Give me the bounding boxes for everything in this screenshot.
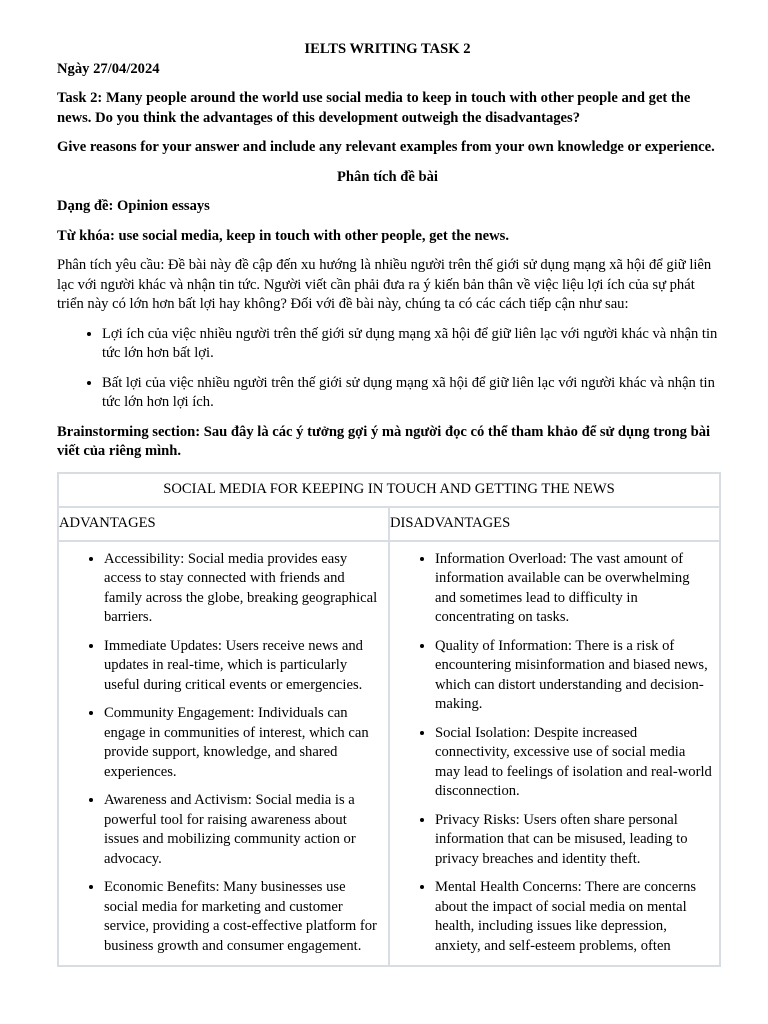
approach-list [57, 325, 718, 413]
brainstorm-intro: Brainstorming section: Sau đây là các ý tưởng gợi ý mà người đọc có thể tham khảo để sử dụng trong bài viết của riêng mình. [57, 423, 711, 459]
list-item: • Community Engagement: Individuals can engage in communities of interest, which can provide support, knowledge, and shared experiences. [104, 704, 382, 782]
document-date: Ngày 27/04/2024 [57, 60, 160, 77]
disadvantages-cell [389, 541, 720, 967]
task-prompt: Task 2: Many people around the world use social media to keep in touch with other people and get the news. Do you think the advantages of this development outweigh the disadvantages? [57, 90, 691, 126]
advantages-header: ADVANTAGES [58, 507, 389, 541]
document-title: IELTS WRITING TASK 2 [304, 41, 471, 57]
list-item: • Economic Benefits: Many businesses use social media for marketing and customer service, providing a cost-effective platform for business growth and consumer engagement. [104, 878, 382, 956]
list-item: • Awareness and Activism: Social media is a powerful tool for raising awareness about issues and mobilizing community action or advocacy. [104, 791, 382, 869]
list-item: • Quality of Information: There is a risk of encountering misinformation and biased news, which can distort understanding and decision-making. [435, 637, 713, 715]
list-item: • Accessibility: Social media provides easy access to stay connected with friends and family across the globe, breaking geographical barriers. [104, 550, 382, 628]
disadvantages-list [390, 542, 719, 957]
keywords: Từ khóa: use social media, keep in touch with other people, get the news. [57, 227, 509, 244]
requirement-analysis: Phân tích yêu cầu: Đề bài này đề cập đến xu hướng là nhiều người trên thế giới sử dụng mạng xã hội để giữ liên lạc với người khác và nhận tin tức. Người viết cần phải đưa ra ý kiến bản thân về việc liệu lợi ích của sự phát triển này có lớn hơn bất lợi hay không? Đối với đề bài này, chúng ta có các cách tiếp cận như sau: [57, 257, 712, 312]
list-item: • Information Overload: The vast amount of information available can be overwhelming and sometimes lead to difficulty in concentrating on tasks. [435, 550, 713, 628]
disadvantages-header: DISADVANTAGES [389, 507, 720, 541]
essay-type: Dạng đề: Opinion essays [57, 198, 210, 214]
table-heading: SOCIAL MEDIA FOR KEEPING IN TOUCH AND GETTING THE NEWS [58, 473, 720, 507]
list-item: • Bất lợi của việc nhiều người trên thế giới sử dụng mạng xã hội để giữ liên lạc với người khác và nhận tin tức lớn hơn lợi ích. [102, 374, 718, 413]
advantages-cell [58, 541, 389, 967]
task-instruction: Give reasons for your answer and include any relevant examples from your own knowledge or experience. [57, 139, 715, 155]
analysis-heading: Phân tích đề bài [337, 168, 438, 185]
list-item: • Lợi ích của việc nhiều người trên thế giới sử dụng mạng xã hội để giữ liên lạc với người khác và nhận tin tức lớn hơn bất lợi. [102, 325, 718, 364]
list-item: • Immediate Updates: Users receive news and updates in real-time, which is particularly useful during critical events or emergencies. [104, 637, 382, 696]
brainstorm-table [57, 472, 721, 968]
advantages-list [59, 542, 388, 957]
list-item: • Privacy Risks: Users often share personal information that can be misused, leading to privacy breaches and identity theft. [435, 811, 713, 870]
list-item: • Social Isolation: Despite increased connectivity, excessive use of social media may lead to feelings of isolation and real-world disconnection. [435, 724, 713, 802]
list-item: • Mental Health Concerns: There are concerns about the impact of social media on mental health, including issues like depression, anxiety, and self-esteem problems, often [435, 878, 713, 956]
